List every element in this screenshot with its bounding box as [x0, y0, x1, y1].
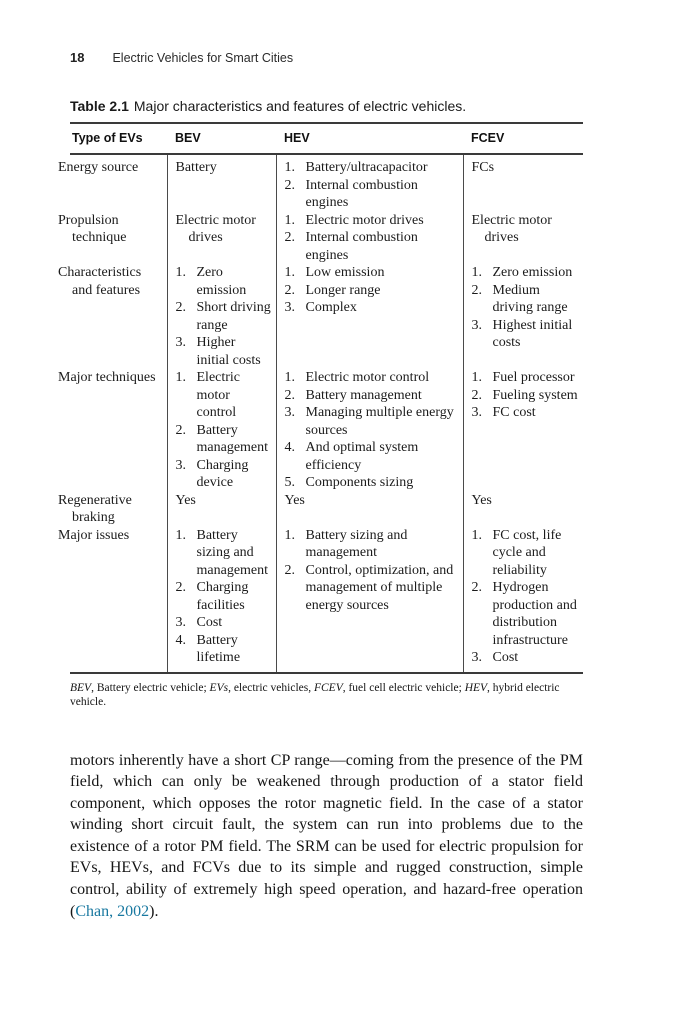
- cell-numbered-list: [285, 264, 459, 317]
- cell-numbered-list: [285, 527, 459, 615]
- cell-text: FCs: [471, 160, 495, 175]
- table-cell: [463, 492, 583, 527]
- cell-text: Yes: [471, 492, 492, 508]
- column-header-fcev: FCEV: [463, 123, 583, 154]
- list-item: Internal combustion engines: [305, 177, 418, 210]
- body-paragraph: [70, 750, 583, 923]
- cell-numbered-list: [285, 369, 459, 492]
- column-header-type: Type of EVs: [70, 123, 167, 154]
- paragraph-text-before: motors inherently have a short CP range—coming from the presence of the PM field, which can only be weakened through production of a stator field component, which opposes the rotor magnetic field. In the case of a stator winding short circuit fault, the system can run into problems due to the existence of a rotor PM field. The SRM can be used for electric propulsion for EVs, HEVs, and FCVs due to its simple and rugged construction, simple control, ability of extremely high speed operation, and hazard-free operation (: [70, 751, 583, 920]
- table-body: [58, 154, 583, 673]
- table-cell: [276, 212, 463, 265]
- list-item: Electric motor control: [305, 370, 430, 385]
- table-cell: [276, 264, 463, 369]
- column-header-bev: BEV: [167, 123, 276, 154]
- table-row: [70, 369, 583, 492]
- running-head: [70, 50, 583, 65]
- row-label: Characteristics and features: [58, 265, 142, 298]
- cell-text: Electric motor drives: [471, 212, 552, 245]
- table-caption: [70, 98, 583, 114]
- table-cell: [463, 264, 583, 369]
- cell-text: Battery: [175, 160, 217, 175]
- table-cell: [463, 212, 583, 265]
- running-title: Electric Vehicles for Smart Cities: [112, 51, 294, 65]
- cell-numbered-list: [285, 212, 459, 265]
- table-cell: [167, 369, 276, 492]
- table-cell: [167, 527, 276, 673]
- table-cell: [276, 369, 463, 492]
- list-item: Highest initial costs: [492, 317, 573, 350]
- cell-numbered-list: [472, 264, 580, 352]
- cell-numbered-list: [176, 527, 272, 667]
- list-item: Longer range: [305, 282, 381, 298]
- list-item: Battery management: [196, 422, 269, 455]
- cell-text: Yes: [175, 492, 196, 508]
- cell-numbered-list: [285, 159, 459, 212]
- list-item: Zero emission: [492, 265, 573, 280]
- footnote-abbr: BEV: [70, 681, 92, 694]
- footnote-abbr: HEV: [464, 681, 488, 694]
- list-item: Fuel processor: [492, 370, 575, 385]
- list-item: Battery lifetime: [196, 632, 241, 665]
- list-item: FC cost: [492, 405, 536, 420]
- table-cell: [276, 527, 463, 673]
- list-item: Hydrogen production and distribution infrastructure: [492, 580, 577, 648]
- table-cell: [167, 154, 276, 212]
- list-item: Higher initial costs: [196, 335, 261, 368]
- cell-text: Yes: [284, 492, 305, 508]
- footnote-definition: , Battery electric vehicle;: [91, 681, 210, 694]
- list-item: Short driving range: [196, 300, 271, 333]
- cell-numbered-list: [176, 264, 272, 369]
- table-cell: [463, 154, 583, 212]
- page-number: 18: [70, 50, 85, 65]
- list-item: Complex: [305, 300, 357, 315]
- list-item: Fueling system: [492, 387, 578, 403]
- list-item: Cost: [196, 615, 223, 630]
- citation-link[interactable]: Chan, 2002: [75, 902, 150, 920]
- column-header-hev: HEV: [276, 123, 463, 154]
- list-item: Low emission: [305, 265, 385, 280]
- table-header: [70, 123, 583, 154]
- table-caption-text: Major characteristics and features of electric vehicles.: [133, 98, 467, 114]
- table-row: [70, 212, 583, 265]
- list-item: Battery management: [305, 387, 422, 403]
- list-item: Battery sizing and management: [196, 527, 269, 578]
- footnote-abbr: FCEV: [313, 681, 343, 694]
- table-cell: [463, 527, 583, 673]
- table-row: [70, 527, 583, 673]
- row-label: Regenerative braking: [58, 492, 132, 525]
- cell-text: Electric motor drives: [175, 212, 256, 245]
- cell-numbered-list: [472, 527, 580, 667]
- list-item: Managing multiple energy sources: [305, 405, 454, 438]
- paragraph-text-after: ).: [149, 902, 159, 920]
- table-cell: [167, 212, 276, 265]
- table-row: [70, 154, 583, 212]
- list-item: And optimal system efficiency: [305, 440, 419, 473]
- list-item: Control, optimization, and management of multiple energy sources: [305, 562, 454, 613]
- footnote-definition: , fuel cell electric vehicle;: [342, 681, 465, 694]
- table-cell: [463, 369, 583, 492]
- list-item: Battery/ultracapacitor: [305, 160, 428, 175]
- header-row: [70, 123, 583, 154]
- ev-characteristics-table: [58, 122, 583, 674]
- cell-numbered-list: [472, 369, 580, 422]
- footnote-definition: , hybrid electric vehicle.: [70, 681, 560, 708]
- cell-numbered-list: [176, 369, 272, 492]
- list-item: Battery sizing and management: [305, 527, 408, 560]
- row-label: Energy source: [58, 160, 139, 175]
- list-item: Cost: [492, 650, 519, 665]
- table-cell: [276, 492, 463, 527]
- list-item: Charging device: [196, 457, 249, 490]
- list-item: Electric motor drives: [305, 212, 424, 228]
- list-item: Internal combustion engines: [305, 230, 418, 263]
- table-footnote: [70, 681, 583, 709]
- table-cell: [167, 264, 276, 369]
- table-caption-label: Table 2.1: [70, 98, 129, 114]
- row-label: Propulsion technique: [58, 212, 127, 245]
- footnote-abbr: EVs: [209, 681, 229, 694]
- table-row: [70, 492, 583, 527]
- list-item: FC cost, life cycle and reliability: [492, 527, 562, 578]
- list-item: Electric motor control: [196, 370, 241, 420]
- footnote-definition: , electric vehicles,: [228, 681, 314, 694]
- row-label: Major issues: [58, 527, 130, 543]
- list-item: Zero emission: [196, 265, 247, 298]
- list-item: Charging facilities: [196, 580, 249, 613]
- list-item: Components sizing: [305, 475, 414, 490]
- table-row: [70, 264, 583, 369]
- table-cell: [276, 154, 463, 212]
- table-cell: [167, 492, 276, 527]
- row-label: Major techniques: [58, 370, 156, 385]
- list-item: Medium driving range: [492, 282, 568, 315]
